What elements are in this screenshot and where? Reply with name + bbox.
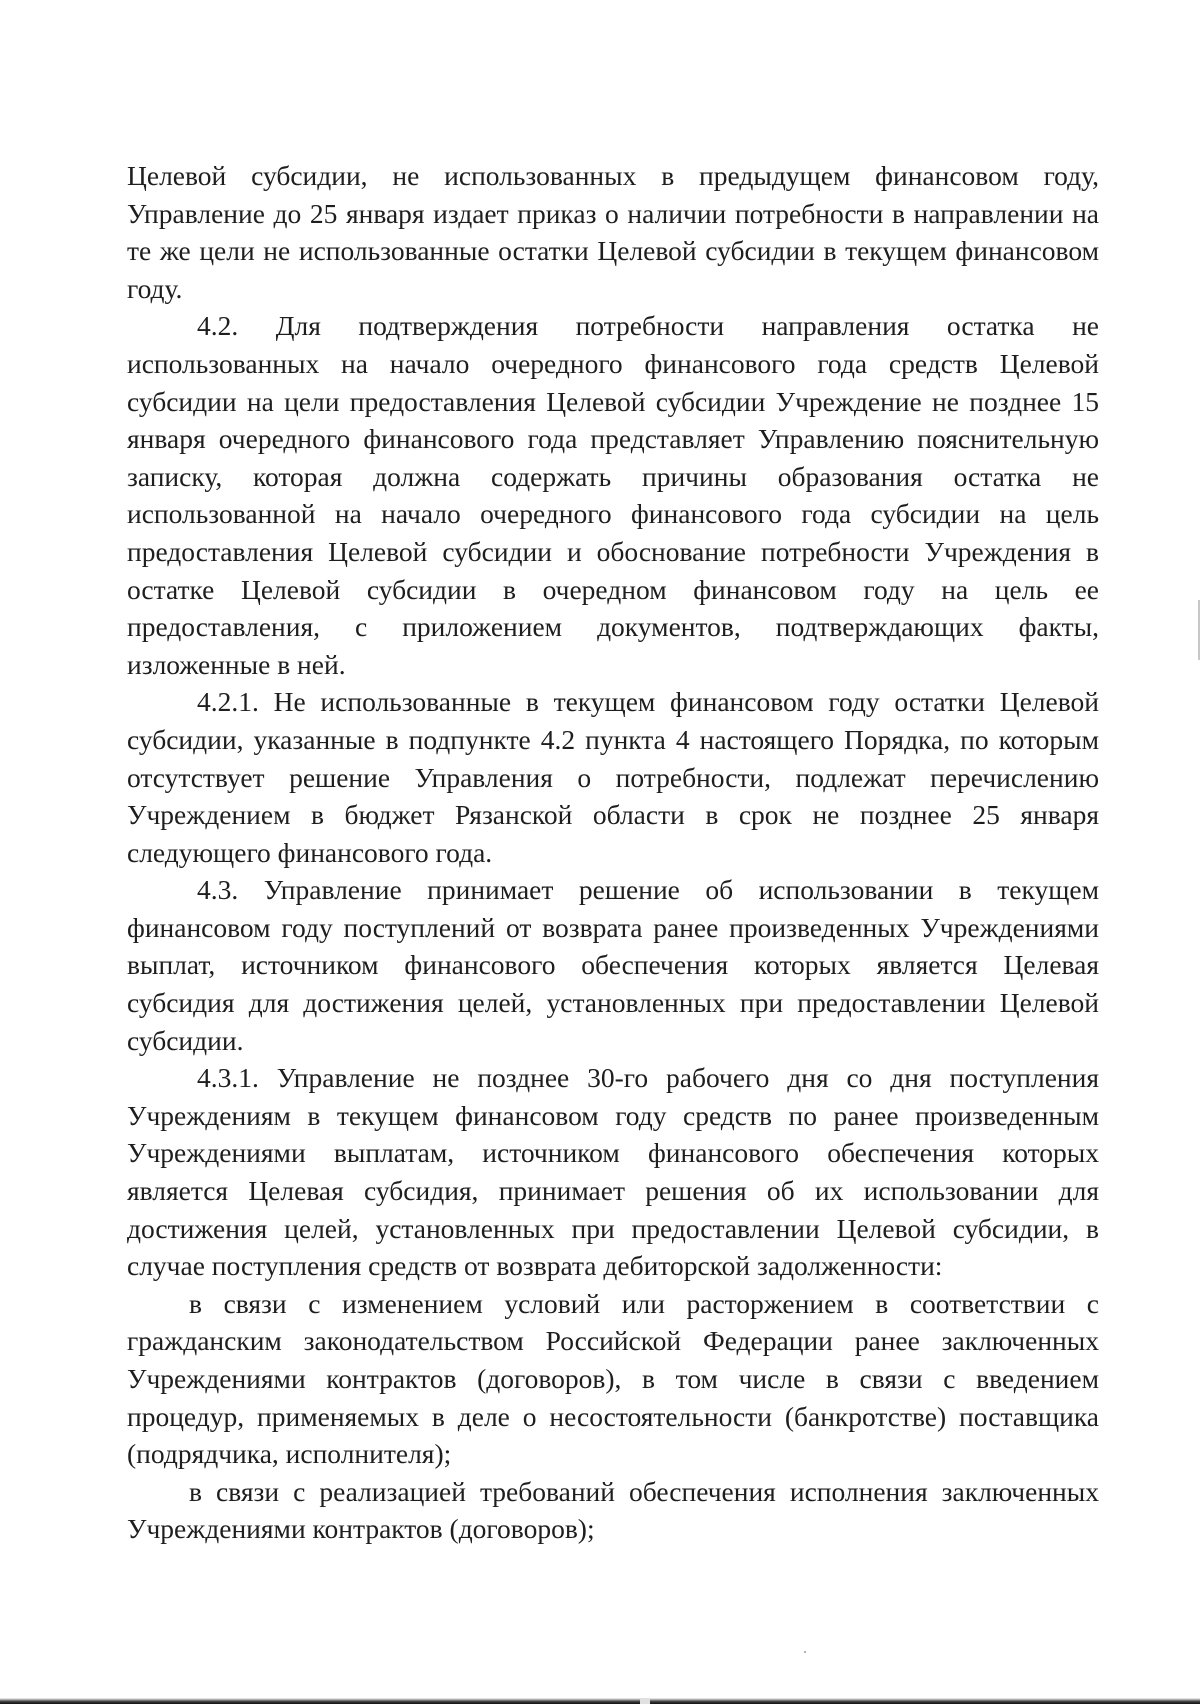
paragraph-4-2-1: 4.2.1. Не использованные в текущем финансовом году остатки Целевой субсидии, указанные в подпункте 4.2 пункта 4 настоящего Порядка, по которым отсутствует решение Управления о потребности, подлежат перечислению Учреждением в бюджет Рязанской области в срок не позднее 25 января следующего финансового года. bbox=[127, 686, 1099, 868]
paragraph-4-3-1: 4.3.1. Управление не позднее 30-го рабочего дня со дня поступления Учреждениям в текущем финансовом году средств по ранее произведенным Учреждениями выплатам, источником финансового обеспечения которых является Целевая субсидия, принимает решения об их использовании для достижения целей, установленных при предоставлении Целевой субсидии, в случае поступления средств от возврата дебиторской задолженности: bbox=[127, 1062, 1099, 1282]
paragraph-list-item-2: в связи с реализацией требований обеспечения исполнения заключенных Учреждениями контрактов (договоров); bbox=[127, 1475, 1099, 1545]
document-body bbox=[127, 157, 1099, 1548]
scan-speck bbox=[804, 1651, 806, 1653]
paragraph-continuation: Целевой субсидии, не использованных в предыдущем финансовом году, Управление до 25 января издает приказ о наличии потребности в направлении на те же цели не использованные остатки Целевой субсидии в текущем финансовом году. bbox=[127, 160, 1099, 304]
scan-bottom-edge bbox=[0, 1698, 1200, 1704]
paragraph-list-item-1: в связи с изменением условий или расторжением в соответствии с гражданским законодательством Российской Федерации ранее заключенных Учреждениями контрактов (договоров), в том числе в связи с введением процедур, применяемых в деле о несостоятельности (банкротстве) поставщика (подрядчика, исполнителя); bbox=[127, 1287, 1099, 1470]
paragraph-4-2: 4.2. Для подтверждения потребности направления остатка не использованных на начало очередного финансового года средств Целевой субсидии на цели предоставления Целевой субсидии Учреждение не позднее 15 января очередного финансового года представляет Управлению пояснительную записку, которая должна содержать причины образования остатка не использованной на начало очередного финансового года субсидии на цель предоставления Целевой субсидии и обоснование потребности Учреждения в остатке Целевой субсидии в очередном финансовом году на цель ее предоставления, с приложением документов, подтверждающих факты, изложенные в ней. bbox=[127, 310, 1099, 680]
scan-bottom-edge-gap bbox=[640, 1698, 650, 1704]
paragraph-4-3: 4.3. Управление принимает решение об использовании в текущем финансовом году поступлений от возврата ранее произведенных Учреждениями выплат, источником финансового обеспечения которых является Целевая субсидия для достижения целей, установленных при предоставлении Целевой субсидии. bbox=[127, 874, 1099, 1056]
